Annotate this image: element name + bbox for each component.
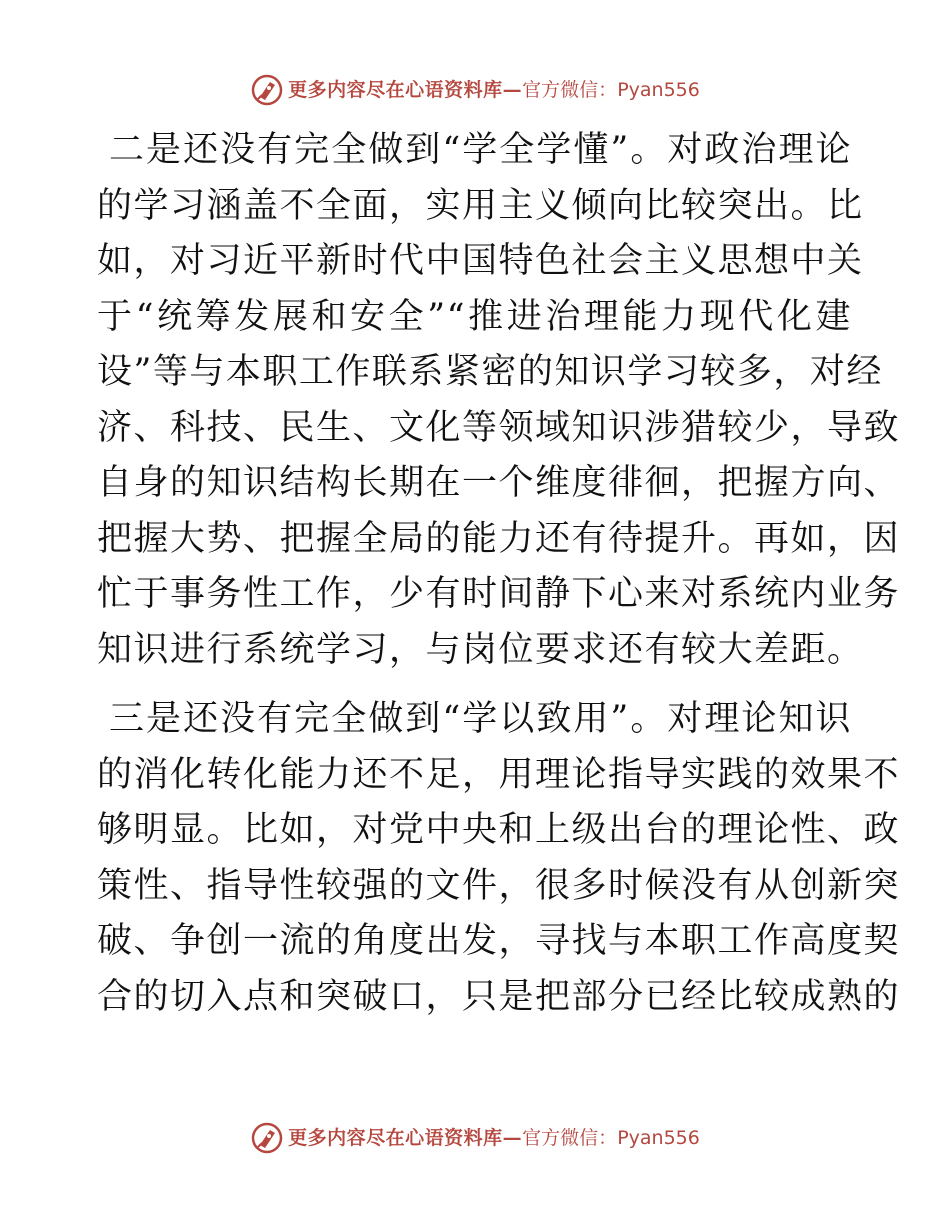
text-line: 设”等与本职工作联系紧密的知识学习较多，对经 <box>97 352 883 392</box>
text-line: 知识进行系统学习，与岗位要求还有较大差距。 <box>97 629 864 670</box>
watermark-wechat-id: Pyan556 <box>617 79 700 101</box>
text-line: 策性、指导性较强的文件，很多时候没有从创新突 <box>97 865 901 906</box>
text-line: 的学习涵盖不全面，实用主义倾向比较突出。比 <box>97 185 864 226</box>
header-watermark <box>0 72 950 108</box>
watermark-wechat-label: 官方微信： <box>522 1127 618 1149</box>
text-line: 合的切入点和突破口，只是把部分已经比较成熟的 <box>97 976 901 1017</box>
text-line: 够明显。比如，对党中央和上级出台的理论性、政 <box>97 810 901 850</box>
text-line: 的消化转化能力还不足，用理论指导实践的效果不 <box>97 754 901 795</box>
paragraph-learning-application <box>97 692 901 1025</box>
watermark-brand-text: 更多内容尽在心语资料库 <box>288 1127 503 1149</box>
watermark-wechat-id: Pyan556 <box>617 1127 700 1149</box>
text-line: 于“统筹发展和安全”“推进治理能力现代化建 <box>97 296 852 337</box>
watermark-brand-text: 更多内容尽在心语资料库 <box>288 79 503 101</box>
text-line: 破、争创一流的角度出发，寻找与本职工作高度契 <box>97 921 901 961</box>
paragraph-learning-comprehensive <box>97 123 901 678</box>
footer-watermark <box>0 1120 950 1156</box>
watermark-dash: — <box>502 79 523 101</box>
text-line: 把握大势、把握全局的能力还有待提升。再如，因 <box>97 518 901 559</box>
text-line: 二是还没有完全做到“学全学懂”。对政治理论 <box>109 130 852 170</box>
text-line: 如，对习近平新时代中国特色社会主义思想中关 <box>97 241 864 281</box>
document-body <box>97 123 901 1025</box>
text-line: 三是还没有完全做到“学以致用”。对理论知识 <box>109 699 852 739</box>
pen-nib-logo-icon <box>250 1121 284 1155</box>
text-line: 忙于事务性工作，少有时间静下心来对系统内业务 <box>97 574 901 614</box>
pen-nib-logo-icon <box>250 73 284 107</box>
text-line: 济、科技、民生、文化等领域知识涉猎较少，导致 <box>97 407 901 448</box>
watermark-wechat-label: 官方微信： <box>522 79 618 101</box>
text-line: 自身的知识结构长期在一个维度徘徊，把握方向、 <box>97 463 901 503</box>
watermark-dash: — <box>502 1127 523 1149</box>
